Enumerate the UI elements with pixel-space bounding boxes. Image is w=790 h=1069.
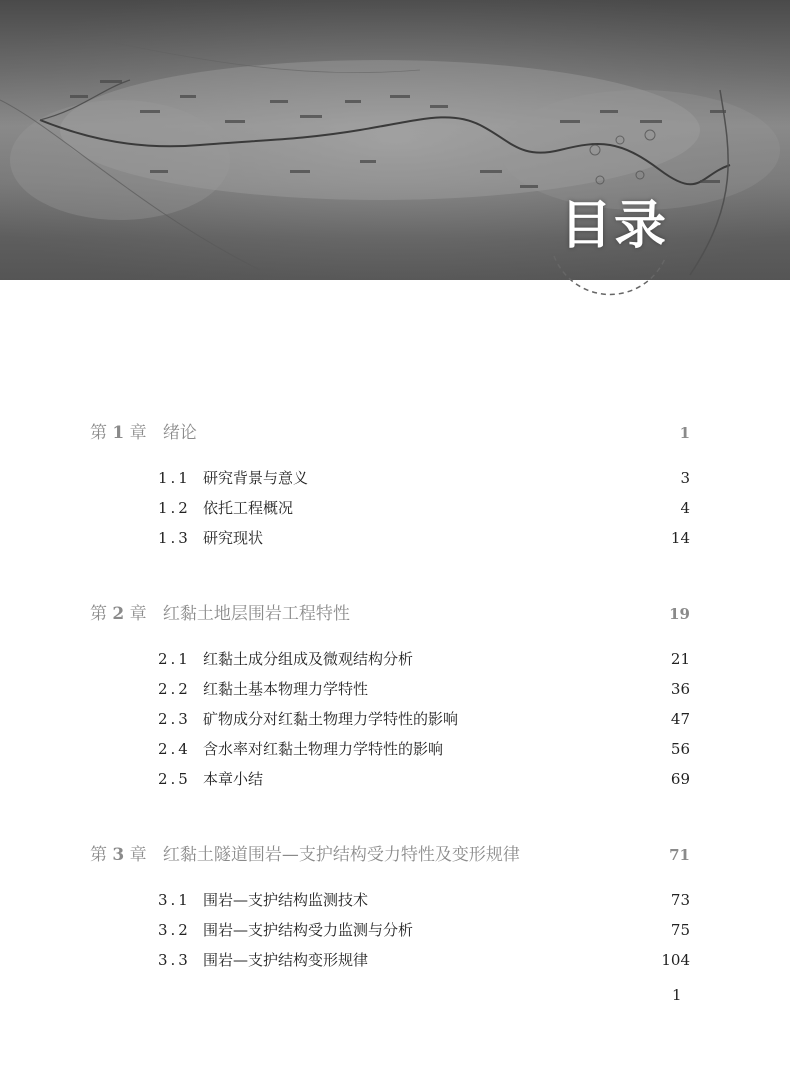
section-title: 本章小结: [203, 770, 264, 788]
section-title: 红黏土成分组成及微观结构分析: [203, 650, 414, 668]
section-page: 73: [670, 891, 690, 909]
page-title: 目录: [560, 196, 669, 256]
chapter-1-label: 第 1 章 绪论: [90, 423, 197, 443]
section-number: 3.1: [158, 891, 191, 909]
decorative-dashed-arc: [548, 250, 678, 320]
section-title: 研究背景与意义: [203, 469, 309, 487]
section-2-1-row[interactable]: [0, 646, 790, 672]
header-banner-map-image: [0, 0, 790, 280]
section-page: 56: [670, 740, 690, 758]
section-page: 69: [670, 770, 690, 788]
section-3-3-row[interactable]: [0, 947, 790, 973]
section-number: 2.5: [158, 770, 191, 788]
section-page: 4: [680, 499, 690, 517]
section-title: 依托工程概况: [203, 499, 294, 517]
chapter-3-label: 第 3 章 红黏土隧道围岩—支护结构受力特性及变形规律: [90, 845, 520, 865]
section-page: 36: [670, 680, 690, 698]
section-page: 14: [670, 529, 690, 547]
route-map-illustration: [0, 0, 790, 280]
section-page: 104: [661, 951, 690, 969]
section-title: 围岩—支护结构受力监测与分析: [203, 921, 414, 939]
footer-page-number: 1: [672, 986, 682, 1004]
section-title: 研究现状: [203, 529, 264, 547]
section-1-1-row[interactable]: [0, 465, 790, 491]
section-3-2-row[interactable]: [0, 917, 790, 943]
chapter-3-row[interactable]: [0, 842, 790, 868]
section-page: 47: [670, 710, 690, 728]
section-1-3-row[interactable]: [0, 525, 790, 551]
section-title: 围岩—支护结构监测技术: [203, 891, 369, 909]
section-number: 1.2: [158, 499, 191, 517]
section-2-4-row[interactable]: [0, 736, 790, 762]
section-page: 75: [670, 921, 690, 939]
section-number: 2.4: [158, 740, 191, 758]
chapter-2-row[interactable]: [0, 601, 790, 627]
section-title: 矿物成分对红黏土物理力学特性的影响: [203, 710, 459, 728]
section-page: 21: [670, 650, 690, 668]
section-number: 1.3: [158, 529, 191, 547]
section-2-2-row[interactable]: [0, 676, 790, 702]
chapter-2-page: 19: [669, 605, 690, 623]
section-number: 2.1: [158, 650, 191, 668]
section-number: 3.3: [158, 951, 191, 969]
section-title: 红黏土基本物理力学特性: [203, 680, 369, 698]
section-2-3-row[interactable]: [0, 706, 790, 732]
section-number: 3.2: [158, 921, 191, 939]
section-2-5-row[interactable]: [0, 766, 790, 792]
chapter-3-page: 71: [669, 846, 690, 864]
chapter-1-row[interactable]: [0, 420, 790, 446]
section-number: 1.1: [158, 469, 191, 487]
section-page: 3: [680, 469, 690, 487]
section-title: 含水率对红黏土物理力学特性的影响: [203, 740, 444, 758]
chapter-2-label: 第 2 章 红黏土地层围岩工程特性: [90, 604, 350, 624]
section-number: 2.3: [158, 710, 191, 728]
section-title: 围岩—支护结构变形规律: [203, 951, 369, 969]
chapter-1-page: 1: [679, 424, 690, 442]
section-1-2-row[interactable]: [0, 495, 790, 521]
section-3-1-row[interactable]: [0, 887, 790, 913]
section-number: 2.2: [158, 680, 191, 698]
